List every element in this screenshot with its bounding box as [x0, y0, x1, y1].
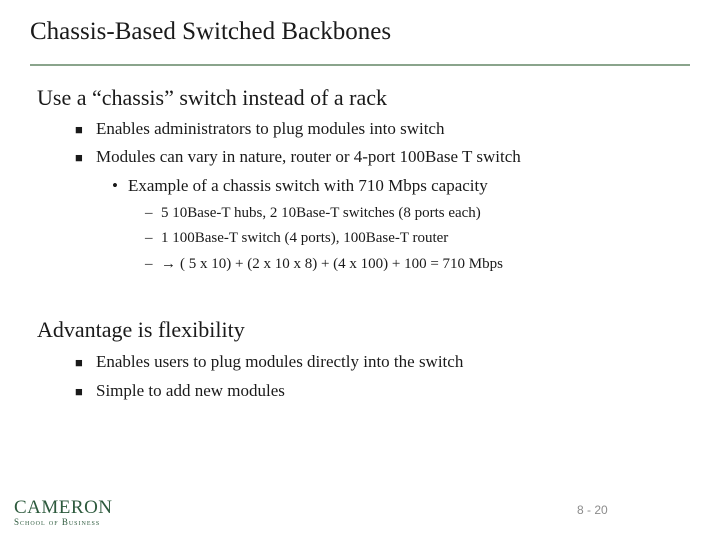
slide-title: Chassis-Based Switched Backbones: [30, 18, 392, 45]
dash-bullet-icon: –: [145, 256, 153, 272]
sub-bullet: ■ Enables administrators to plug modules into switch: [75, 119, 445, 138]
square-bullet-icon: ■: [75, 122, 83, 137]
detail-item: – 1 100Base-T switch (4 ports), 100Base-T router: [145, 230, 449, 246]
page-number: 8 - 20: [577, 503, 608, 517]
cameron-logo: CAMERON: [14, 497, 113, 518]
arrow-right-icon: →: [161, 256, 176, 272]
bullet-advantage: Advantage is flexibility: [37, 317, 245, 342]
detail-item: – 5 10Base-T hubs, 2 10Base-T switches (8 ports each): [145, 205, 481, 221]
square-bullet-icon: ■: [75, 355, 83, 370]
square-bullet-icon: ■: [75, 384, 83, 399]
bullet-chassis-switch: Use a “chassis” switch instead of a rack: [37, 85, 388, 110]
school-of-business-label: School of Business: [14, 517, 101, 527]
sub-bullet: ■ Modules can vary in nature, router or 4-port 100Base T switch: [75, 147, 521, 166]
dash-bullet-icon: –: [145, 230, 153, 246]
square-bullet-icon: ■: [75, 150, 83, 165]
dash-bullet-icon: –: [145, 205, 153, 221]
sub-bullet: ■ Enables users to plug modules directly into the switch: [75, 352, 464, 371]
dot-bullet-icon: •: [112, 176, 118, 195]
sub-bullet: ■ Simple to add new modules: [75, 381, 285, 400]
detail-item: – → ( 5 x 10) + (2 x 10 x 8) + (4 x 100) + 100 = 710 Mbps: [145, 256, 503, 272]
title-divider: [30, 64, 690, 66]
sub-sub-bullet: • Example of a chassis switch with 710 Mbps capacity: [112, 176, 488, 195]
